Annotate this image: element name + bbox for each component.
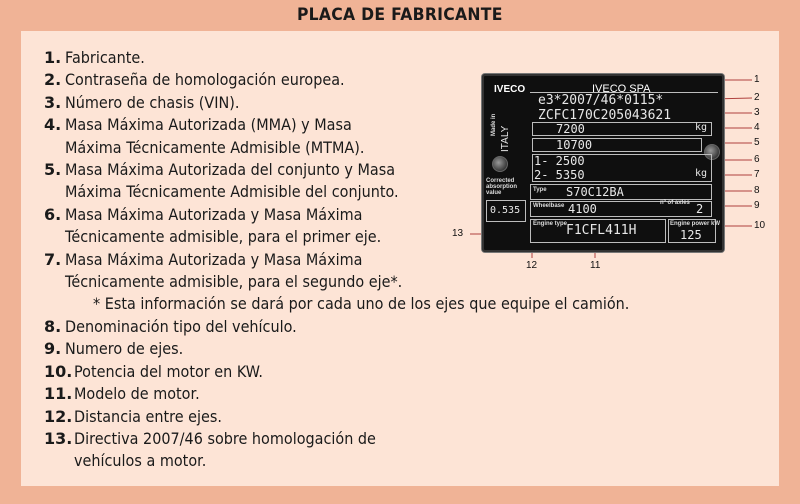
callout-11: 11: [590, 260, 601, 271]
list-item-1: 1. Fabricante.: [44, 48, 145, 67]
plate-mma-unit: kg: [695, 122, 708, 133]
callout-6: 6: [754, 154, 760, 165]
plate-made-in: Made in: [491, 113, 497, 136]
list-item-12: 12. Distancia entre ejes.: [44, 406, 222, 426]
list-item-4: 4. Masa Máxima Autorizada (MMA) y Masa Máxima Técnicamente Admisible (MTMA).: [44, 115, 365, 157]
plate-country: ITALY: [500, 125, 511, 152]
list-item-10: 10. Potencia del motor en KW.: [44, 361, 263, 381]
callout-13: 13: [452, 228, 464, 239]
axle-note: * Esta información se dará por cada uno de los ejes que equipe el camión.: [93, 294, 630, 314]
plate-engine-type-label: Engine type: [533, 221, 568, 227]
plate-axles: 2: [696, 202, 704, 216]
plate-type-label: Type: [533, 187, 547, 193]
plate-absorption: 0.535: [490, 205, 521, 216]
manufacturer-plate-figure: [450, 72, 780, 277]
list-item-6: 6. Masa Máxima Autorizada y Masa Máxima Técnicamente admisible, para el primer eje.: [44, 204, 382, 247]
plate-vin: ZCFC170C205043621: [538, 108, 672, 123]
plate-axles-label: nº of axles: [660, 200, 690, 206]
callout-5: 5: [754, 137, 760, 148]
plate-engine-type: F1CFL411H: [566, 223, 637, 238]
plate-maker: IVECO SPA: [592, 83, 651, 95]
callout-3: 3: [754, 107, 760, 118]
plate-wheelbase: 4100: [568, 202, 597, 216]
list-item-11: 11. Modelo de motor.: [44, 384, 200, 404]
callout-2: 2: [754, 92, 760, 103]
callout-4: 4: [754, 122, 760, 133]
callout-9: 9: [754, 200, 760, 211]
plate-gcw: 10700: [556, 138, 593, 152]
page-header: [0, 0, 800, 30]
plate-brand: IVECO: [494, 84, 526, 95]
page-title: PLACA DE FABRICANTE: [297, 5, 503, 25]
plate-type: S70C12BA: [566, 185, 624, 199]
plate-engine-power-label: Engine power kW: [670, 221, 721, 227]
plate-image: [482, 74, 724, 252]
plate-axle-2: 2- 5350: [534, 168, 585, 182]
callout-10: 10: [754, 220, 766, 231]
rivet-left: [492, 156, 508, 172]
list-item-8: 8. Denominación tipo del vehículo.: [44, 316, 297, 336]
plate-homologation: e3*2007/46*0115*: [538, 93, 664, 108]
plate-axle-unit: kg: [695, 168, 708, 179]
plate-absorption-label: Corrected absorption value: [486, 178, 517, 196]
list-item-2: 2. Contraseña de homologación europea.: [44, 70, 345, 90]
plate-engine-power: 125: [680, 228, 702, 242]
callout-7: 7: [754, 169, 760, 180]
list-item-3: 3. Número de chasis (VIN).: [44, 92, 240, 112]
callout-12: 12: [526, 260, 538, 271]
plate-wheelbase-label: Wheelbase: [533, 203, 565, 209]
callout-1: 1: [754, 74, 760, 85]
list-item-9: 9. Numero de ejes.: [44, 339, 184, 359]
list-item-5: 5. Masa Máxima Autorizada del conjunto y Masa Máxima Técnicamente Admisible del conjunto.: [44, 160, 399, 202]
plate-mma: 7200: [556, 122, 585, 136]
list-item-13: 13. Directiva 2007/46 sobre homologación de vehículos a motor.: [44, 428, 376, 471]
plate-axle-1: 1- 2500: [534, 154, 585, 168]
callout-8: 8: [754, 185, 760, 196]
list-item-7: 7. Masa Máxima Autorizada y Masa Máxima Técnicamente admisible, para el segundo eje*.: [44, 249, 403, 292]
